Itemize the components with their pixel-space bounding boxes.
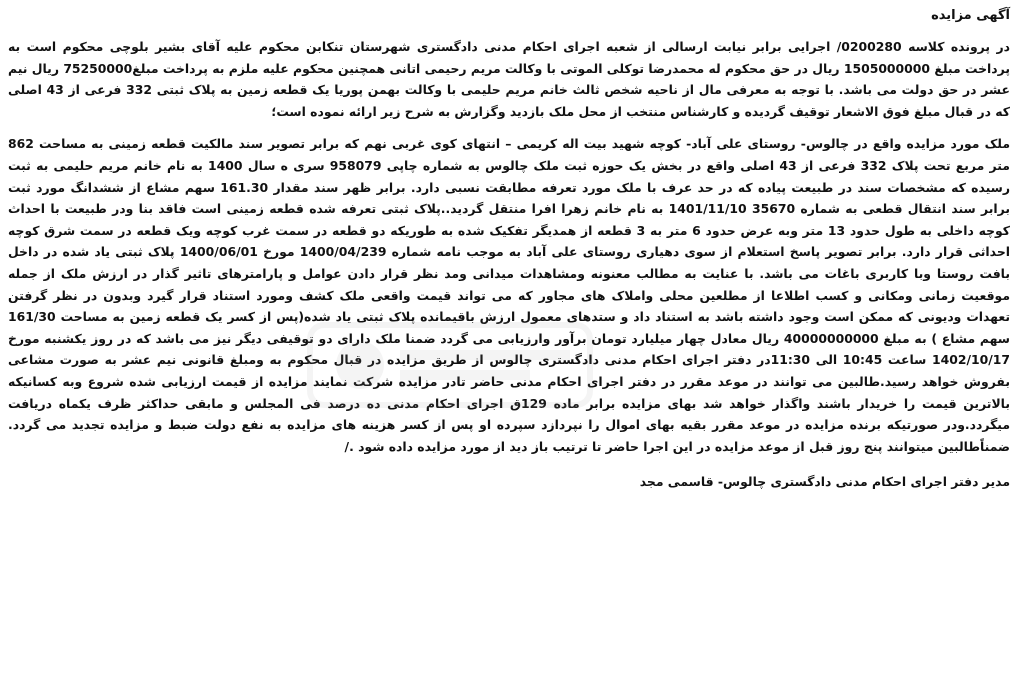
notice-title: آگهی مزایده: [931, 8, 1010, 23]
signature-line: مدیر دفتر اجرای احکام مدنی دادگستری چالوس- قاسمی مجد: [639, 474, 1010, 490]
property-description-paragraph: ملک مورد مزایده واقع در چالوس- روستای علی آباد- کوچه شهید بیت اله کریمی – انتهای کوی غربی نهم که برابر تصویر سند مالکیت قطعه زمینی به مساحت 862 متر مربع تحت پلاک 332 فرعی از 43 اصلی واقع در بخش یک حوزه ثبت ملک چالوس به شماره چاپی 958079 سری ه سال 1400 به نام خانم مریم حلیمی به ثبت رسیده که مشخصات سند در طبیعت پیاده که در حد عرف با ملک مورد تعرفه مطابقت نسبی دارد. برابر ظهر سند مقدار 161.30 سهم مشاع از ششدانگ مورد ثبت برابر سند انتقال قطعی به شماره 35670 1401/11/10 به نام خانم زهرا افرا منتقل گردید..پلاک ثبتی تعرفه شده قطعه زمینی است فاقد بنا ودر طبیعت با احداث کوچه داخلی به طول حدود 13 متر وبه عرض حدود 6 متر به 3 قطعه از همدیگر تفکیک شده به طوریکه دو قطعه در سمت غرب کوچه ویک قطعه در سمت شرق کوچه احداثی قرار دارد. برابر تصویر پاسخ استعلام از سوی دهیاری روستای علی آباد به موجب نامه شماره 1400/04/239 مورخ 1400/06/01 پلاک ثبتی یاد شده در داخل بافت روستا وبا کاربری باغات می باشد. با عنایت به مطالب معنونه ومشاهدات میدانی ومد نظر قرار دادن عوامل و پارامترهای تاثیر گذار در ارزش ملک از جمله موقعیت زمانی ومکانی و کسب اطلاعا از مطلعین محلی واملاک های مجاور که می تواند قیمت واقعی ملک کشف ومورد استناد قرار گیرد وبدون در نظر گرفتن تعهدات ودیونی که ممکن است وجود داشته باشد به استناد داد و ستدهای معمول ارزش باقیمانده پلاک ثبتی یاد شده(پس از کسر یک قطعه زمین به مساحت 161/30 سهم مشاع ) به مبلغ 40000000000 ریال معادل چهار میلیارد تومان برآور وارزیابی می گردد ضمنا ملک دارای دو توقیفی دیگر نیز می باشد که در روز یکشنبه مورخ 1402/10/17 ساعت 10:45 الی 11:30در دفتر اجرای احکام مدنی دادگستری چالوس از طریق مزایده در قبال محکوم به ومبلغ قانونی نیم عشر به صورت مشاعی بفروش خواهد رسید.طالبین می توانند در موعد مقرر در دفتر اجرای احکام مدنی حاضر تادر مزایده شرکت نمایند مزایده از قیمت ارزیابی شده شروع وبه کسانیکه بالاترین قیمت را خریدار باشند واگذار خواهد شد بهای مزایده برابر ماده 129ق اجرای احکام مدنی ده درصد فی المجلس و مابقی حداکثر ظرف یکماه دریافت میگردد.ودر صورتیکه برنده مزایده در موعد مقرر بقیه بهای اموال را نپردازد سپرده او پس از کسر هزینه های مزایده به نفع دولت ضبط و مزایده تجدید می گردد. ضمناًطالبین میتوانند پنج روز قبل از موعد مزایده در این اجرا حاضر تا ترتیب باز دید از مورد مزایده داده شود ./: [8, 136, 1011, 454]
case-summary-paragraph: در پرونده کلاسه 0200280/ اجرایی برابر نیابت ارسالی از شعبه اجرای احکام مدنی دادگستری شهرستان تنکابن محکوم علیه آقای بشیر بلوچی محکوم است به پرداخت مبلغ 1505000000 ریال در حق محکوم له محمدرضا توکلی الموتی با وکالت مریم رحیمی اتانی همچنین محکوم علیه ملزم به پرداخت مبلغ75250000 ریال نیم عشر در حق دولت می باشد. با توجه به معرفی مال از ناحیه شخص ثالث خانم مریم حلیمی با وکالت بهمن پوریا یک قطعه زمین به پلاک ثبتی 332 فرعی از 43 اصلی که در قبال مبلغ فوق الاشعار توقیف گردیده و کارشناس منتخب از محل ملک بازدید وگزارش به شرح زیر ارائه نموده است؛: [8, 39, 1010, 119]
auction-notice-document: [8, 6, 1010, 669]
